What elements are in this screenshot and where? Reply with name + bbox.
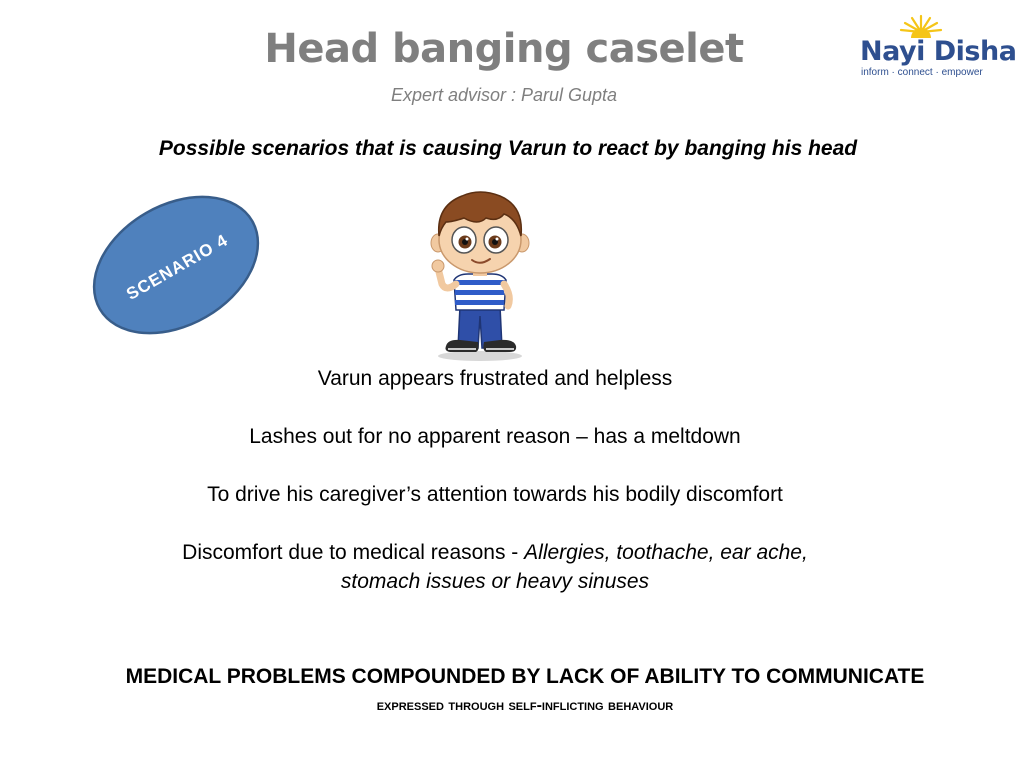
scenarios-subtitle: Possible scenarios that is causing Varun to react by banging his head	[158, 137, 858, 160]
text-medical-reasons-continued: stomach issues or heavy sinuses	[340, 570, 650, 593]
boy-character-icon	[420, 188, 540, 363]
expert-advisor: Expert advisor : Parul Gupta	[390, 85, 618, 105]
text-frustrated: Varun appears frustrated and helpless	[317, 367, 673, 390]
logo-tagline: inform · connect · empower	[861, 67, 983, 78]
text-caregiver-attention: To drive his caregiver’s attention towards his bodily discomfort	[207, 483, 783, 506]
scenario-badge	[88, 195, 268, 340]
scenario-label: SCENARIO 4	[123, 230, 232, 304]
text-medical-reasons	[0, 541, 990, 565]
slide-title: Head banging caselet	[264, 26, 744, 72]
logo-name: Nayi Disha	[860, 36, 1017, 67]
conclusion-heading: MEDICAL PROBLEMS COMPOUNDED BY LACK OF ABILITY TO COMMUNICATE	[125, 665, 925, 688]
conclusion-subheading: expressed through self-inflicting behaviour	[376, 697, 674, 714]
medical-reasons-examples: Allergies, toothache, ear ache,	[524, 541, 808, 564]
nayi-disha-logo	[858, 14, 1017, 80]
medical-reasons-label: Discomfort due to medical reasons -	[182, 541, 525, 564]
text-meltdown: Lashes out for no apparent reason – has a meltdown	[249, 425, 741, 448]
